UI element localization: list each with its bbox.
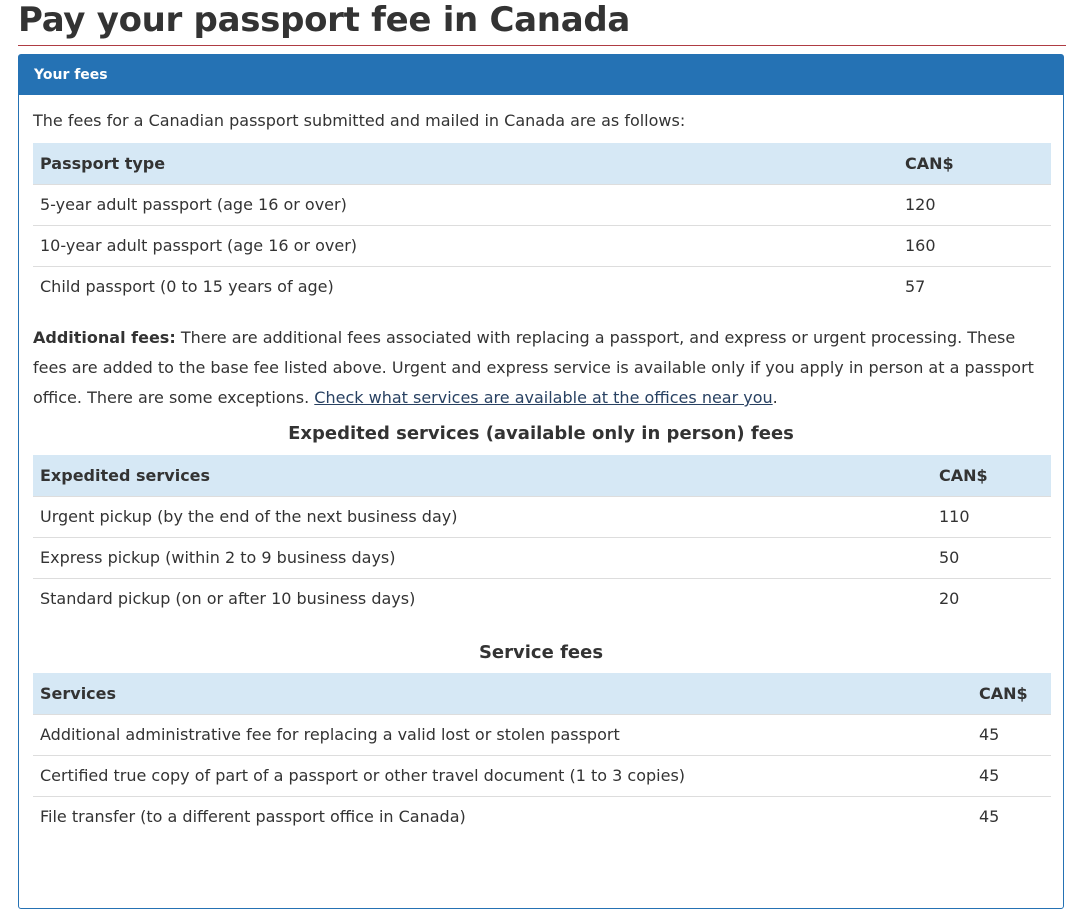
table-row: [33, 496, 1051, 537]
service-fees-caption: Service fees: [478, 642, 604, 663]
table-header-row: [33, 673, 1051, 714]
additional-fees-end: .: [772, 388, 778, 407]
row-fee: 57: [905, 277, 926, 297]
row-label: 5-year adult passport (age 16 or over): [40, 195, 347, 214]
column-header-fee: CAN$: [898, 143, 1051, 184]
column-header-passport-type: Passport type: [33, 143, 898, 184]
service-fees-table: [33, 673, 1051, 837]
table-header-row: [33, 143, 1051, 184]
additional-fees-label: Additional fees:: [33, 328, 176, 347]
row-label: Certified true copy of part of a passport or other travel document (1 to 3 copies): [40, 766, 686, 785]
row-fee: 50: [939, 548, 960, 567]
table-row: [33, 714, 1051, 755]
table-row: [33, 796, 1051, 837]
page-title: Pay your passport fee in Canada: [18, 0, 631, 40]
row-label: Child passport (0 to 15 years of age): [40, 277, 334, 297]
row-label: Express pickup (within 2 to 9 business days): [40, 548, 396, 567]
column-header-expedited-services: Expedited services: [33, 455, 932, 496]
row-label: Additional administrative fee for replacing a valid lost or stolen passport: [40, 725, 620, 744]
row-fee: 20: [939, 589, 960, 609]
column-header-fee: CAN$: [972, 673, 1051, 714]
row-fee: 160: [905, 236, 936, 255]
passport-fees-table: [33, 143, 1051, 307]
row-label: Standard pickup (on or after 10 business days): [40, 589, 416, 609]
expedited-fees-table: [33, 455, 1051, 619]
column-header-fee: CAN$: [932, 455, 1051, 496]
row-label: File transfer (to a different passport office in Canada): [40, 807, 466, 827]
table-row: [33, 537, 1051, 578]
column-header-services: Services: [33, 673, 972, 714]
table-row: [33, 578, 1051, 619]
row-label: Urgent pickup (by the end of the next business day): [40, 507, 458, 526]
table-row: [33, 184, 1051, 225]
expedited-caption: Expedited services (available only in person) fees: [288, 423, 794, 444]
title-divider: [18, 45, 1066, 46]
row-fee: 45: [979, 766, 1000, 785]
table-row: [33, 755, 1051, 796]
fees-panel: [18, 54, 1064, 909]
row-fee: 45: [979, 725, 1000, 744]
row-label: 10-year adult passport (age 16 or over): [40, 236, 358, 255]
table-row: [33, 225, 1051, 266]
table-header-row: [33, 455, 1051, 496]
additional-fees-paragraph: [33, 323, 1049, 413]
row-fee: 45: [979, 807, 1000, 827]
panel-body: [19, 111, 1063, 837]
row-fee: 120: [905, 195, 936, 214]
table-row: [33, 266, 1051, 307]
intro-text: The fees for a Canadian passport submitted and mailed in Canada are as follows:: [33, 111, 686, 130]
additional-fees-text: There are additional fees associated with replacing a passport, and express or urgent processing. These fees are added to the base fee listed above. Urgent and express service is available only if you apply in person at a passport office. There are some exceptions.: [33, 328, 1034, 407]
offices-near-you-link[interactable]: Check what services are available at the offices near you: [314, 388, 773, 407]
row-fee: 110: [939, 507, 970, 526]
panel-heading: Your fees: [19, 55, 1063, 95]
